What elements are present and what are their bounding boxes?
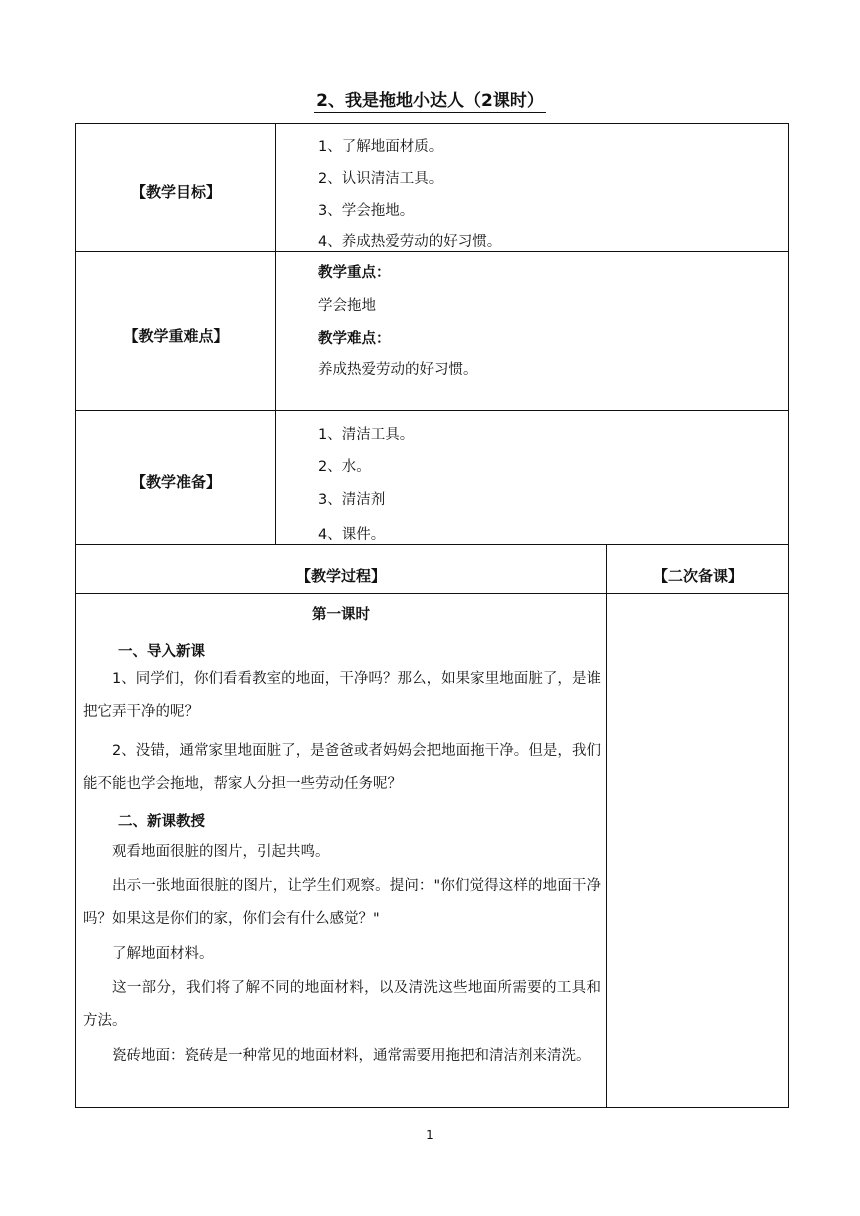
lesson-paragraph: 瓷砖地面：瓷砖是一种常见的地面材料，通常需要用拖把和清洁剂来清洗。 (112, 1048, 591, 1064)
row-divider (75, 544, 789, 545)
goals-label: 【教学目标】 (130, 183, 221, 201)
preparation-label: 【教学准备】 (130, 473, 221, 491)
table-border-top (75, 123, 789, 124)
second-prep-header: 【二次备课】 (652, 567, 743, 585)
preparation-item: 4、课件。 (318, 527, 386, 543)
lesson-paragraph: 了解地面材料。 (112, 946, 214, 962)
key-text: 学会拖地 (318, 298, 376, 314)
table-border-bottom (75, 1107, 789, 1108)
section-heading: 一、导入新课 (118, 644, 205, 660)
document-title: 2、我是拖地小达人（2课时） (316, 91, 544, 111)
difficulty-text: 养成热爱劳动的好习惯。 (318, 362, 478, 378)
lesson-paragraph: 2、没错，通常家里地面脏了，是爸爸或者妈妈会把地面拖干净。但是，我们能不能也学会拖地，帮家人分担一些劳动任务呢？ (83, 743, 601, 792)
session-title: 第一课时 (312, 607, 370, 623)
key-points-label: 【教学重难点】 (123, 327, 229, 345)
row-divider (75, 251, 789, 252)
lesson-paragraph: 这一部分，我们将了解不同的地面材料，以及清洗这些地面所需要的工具和方法。 (83, 980, 601, 1029)
column-divider (606, 544, 607, 1108)
lesson-paragraph: 出示一张地面很脏的图片，让学生们观察。提问："你们觉得这样的地面干净吗？如果这是你们的家，你们会有什么感觉？" (83, 878, 601, 927)
goal-item: 4、养成热爱劳动的好习惯。 (318, 234, 502, 250)
difficulty-heading: 教学难点： (318, 331, 391, 347)
goal-item: 3、学会拖地。 (318, 203, 415, 219)
lesson-paragraph: 1、同学们，你们看看教室的地面，干净吗？那么，如果家里地面脏了，是谁把它弄干净的呢？ (83, 671, 601, 720)
preparation-item: 2、水。 (318, 459, 371, 475)
goal-item: 2、认识清洁工具。 (318, 171, 444, 187)
row-divider (75, 593, 789, 594)
preparation-item: 3、清洁剂 (318, 492, 386, 508)
preparation-item: 1、清洁工具。 (318, 427, 415, 443)
goal-item: 1、了解地面材质。 (318, 139, 444, 155)
process-header: 【教学过程】 (295, 567, 386, 585)
section-heading: 二、新课教授 (118, 814, 205, 830)
row-divider (75, 410, 789, 411)
key-heading: 教学重点： (318, 265, 391, 281)
page-number: 1 (426, 1128, 434, 1142)
table-border-right (788, 123, 789, 1108)
lesson-paragraph: 观看地面很脏的图片，引起共鸣。 (112, 844, 330, 860)
